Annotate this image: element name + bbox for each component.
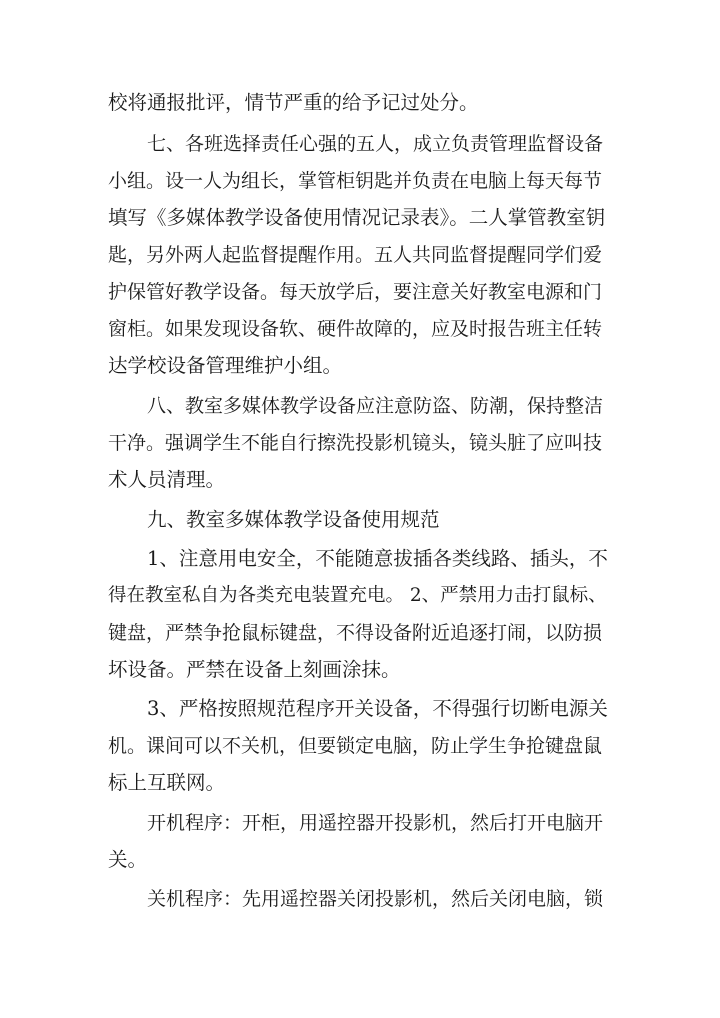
text-line: 关。 bbox=[108, 848, 148, 871]
text-line: 九、教室多媒体教学设备使用规范 bbox=[147, 508, 440, 531]
text-line: 窗柜。如果发现设备软、硬件故障的，应及时报告班主任转 bbox=[108, 318, 603, 340]
text-line: 干净。强调学生不能自行擦洗投影机镜头，镜头脏了应叫技 bbox=[108, 432, 603, 454]
text-line: 七、各班选择责任心强的五人，成立负责管理监督设备 bbox=[147, 133, 604, 155]
text-line: 关机程序：先用遥控器关闭投影机，然后关闭电脑，锁 bbox=[147, 888, 604, 910]
text-line: 键盘，严禁争抢鼠标键盘，不得设备附近追逐打闹，以防损 bbox=[108, 622, 603, 644]
text-line: 1、注意用电安全，不能随意拔插各类线路、插头，不 bbox=[147, 547, 608, 570]
text-line: 机。课间可以不关机，但要锁定电脑，防止学生争抢键盘鼠 bbox=[108, 735, 603, 757]
text-line: 匙，另外两人起监督提醒作用。五人共同监督提醒同学们爱 bbox=[108, 244, 603, 266]
text-line: 八、教室多媒体教学设备应注意防盗、防潮，保持整洁 bbox=[147, 395, 604, 417]
text-line: 小组。设一人为组长，掌管柜钥匙并负责在电脑上每天每节 bbox=[108, 170, 603, 192]
text-line: 得在教室私自为各类充电装置充电。 2、严禁用力击打鼠标、 bbox=[108, 585, 607, 606]
text-line: 校将通报批评，情节严重的给予记过处分。 bbox=[108, 91, 479, 114]
text-line: 标上互联网。 bbox=[108, 771, 226, 794]
text-line: 开机程序：开柜，用遥控器开投影机，然后打开电脑开 bbox=[147, 812, 604, 834]
text-line: 填写《多媒体教学设备使用情况记录表》。二人掌管教室钥 bbox=[108, 206, 606, 229]
text-line: 护保管好教学设备。每天放学后，要注意关好教室电源和门 bbox=[108, 281, 603, 303]
text-line: 术人员清理。 bbox=[108, 468, 226, 491]
text-line: 3、严格按照规范程序开关设备，不得强行切断电源关 bbox=[147, 697, 608, 720]
text-line: 坏设备。严禁在设备上刻画涂抹。 bbox=[108, 658, 401, 681]
text-line: 达学校设备管理维护小组。 bbox=[108, 354, 343, 377]
